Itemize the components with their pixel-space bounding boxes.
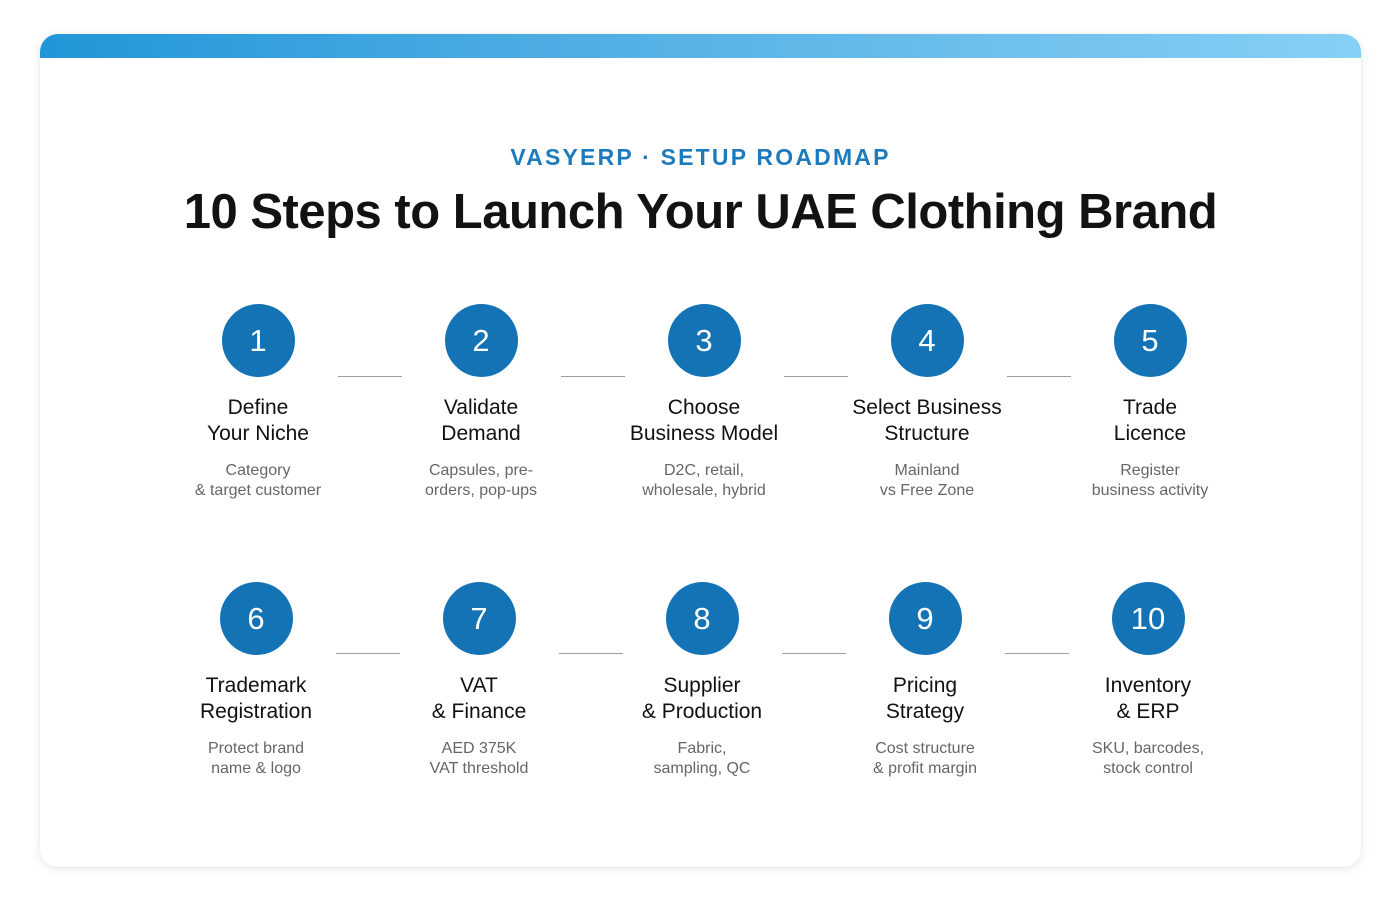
step-number-badge: 3 <box>668 304 741 377</box>
step-4 <box>827 304 1027 501</box>
step-description: Capsules, pre- orders, pop-ups <box>424 462 538 499</box>
step-title: Select Business Structure <box>852 396 1002 445</box>
step-number-badge: 2 <box>445 304 518 377</box>
step-9 <box>825 582 1025 779</box>
step-7 <box>379 582 579 779</box>
step-number-badge: 6 <box>220 582 293 655</box>
step-description: D2C, retail, wholesale, hybrid <box>642 462 766 499</box>
step-number-badge: 1 <box>222 304 295 377</box>
step-title: Trade Licence <box>1113 396 1187 445</box>
step-number-badge: 5 <box>1114 304 1187 377</box>
accent-bar <box>40 34 1361 58</box>
step-description: Protect brand name & logo <box>207 740 305 777</box>
step-title: Define Your Niche <box>207 396 309 445</box>
step-description: Category & target customer <box>194 462 322 499</box>
step-description: Cost structure & profit margin <box>872 740 978 777</box>
step-description: Fabric, sampling, QC <box>653 740 751 777</box>
roadmap-card <box>40 34 1361 867</box>
step-description: SKU, barcodes, stock control <box>1091 740 1205 777</box>
step-number-badge: 9 <box>889 582 962 655</box>
step-number-badge: 8 <box>666 582 739 655</box>
step-2 <box>381 304 581 501</box>
step-title: VAT & Finance <box>431 674 527 723</box>
step-description: Register business activity <box>1091 462 1209 499</box>
step-title: Trademark Registration <box>199 674 313 723</box>
step-6 <box>156 582 356 779</box>
step-title: Supplier & Production <box>641 674 763 723</box>
step-1 <box>158 304 358 501</box>
step-title: Inventory & ERP <box>1104 674 1192 723</box>
eyebrow-label: VASYERP · SETUP ROADMAP <box>510 144 891 170</box>
step-title: Pricing Strategy <box>885 674 965 723</box>
step-8 <box>602 582 802 779</box>
step-number-badge: 10 <box>1112 582 1185 655</box>
step-title: Validate Demand <box>441 396 521 445</box>
step-10 <box>1048 582 1248 779</box>
step-description: AED 375K VAT threshold <box>429 740 529 777</box>
step-5 <box>1050 304 1250 501</box>
step-description: Mainland vs Free Zone <box>879 462 975 499</box>
step-3 <box>604 304 804 501</box>
page-title: 10 Steps to Launch Your UAE Clothing Brand <box>183 185 1218 239</box>
step-number-badge: 7 <box>443 582 516 655</box>
step-number-badge: 4 <box>891 304 964 377</box>
step-title: Choose Business Model <box>629 396 779 445</box>
